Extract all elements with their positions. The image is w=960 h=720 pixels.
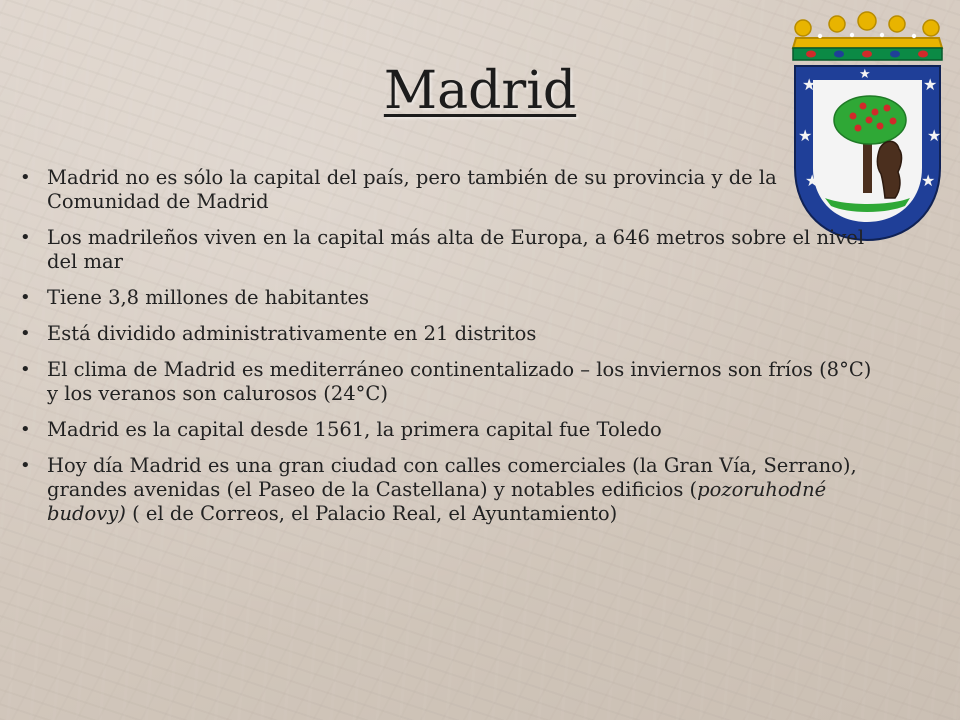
bullet-text: El clima de Madrid es mediterráneo continentalizado – los inviernos son fríos (8°C) y los veranos son calurosos (24°C) xyxy=(47,358,872,405)
svg-text:★: ★ xyxy=(921,171,936,190)
bullet-symbol: • xyxy=(20,287,31,308)
bullet-symbol: • xyxy=(20,455,31,476)
slide-title: Madrid xyxy=(383,61,577,121)
bullet-symbol: • xyxy=(20,167,31,188)
bullet-text: Los madrileños viven en la capital más alta de Europa, a 646 metros sobre el nivel del mar xyxy=(47,226,865,273)
svg-text:★: ★ xyxy=(923,75,938,94)
bullet-list xyxy=(20,166,900,538)
bullet-text-before: Hoy día Madrid es una gran ciudad con calles comerciales (la Gran Vía, Serrano), grandes avenidas (el Paseo de la Castellana) y notables edificios ( xyxy=(47,454,857,501)
bullet-item xyxy=(20,358,877,406)
bullet-item xyxy=(20,286,877,310)
bullet-item xyxy=(20,454,877,526)
svg-text:★: ★ xyxy=(927,126,942,145)
bullet-text: Está dividido administrativamente en 21 distritos xyxy=(47,322,537,345)
bullet-text-italic: pozoruhodné budovy) xyxy=(47,478,827,525)
bullet-text: Madrid es la capital desde 1561, la primera capital fue Toledo xyxy=(47,418,662,441)
crown-icon xyxy=(793,12,942,60)
bullet-item xyxy=(20,418,877,442)
bullet-symbol: • xyxy=(20,323,31,344)
bullet-symbol: • xyxy=(20,227,31,248)
svg-text:★: ★ xyxy=(805,171,820,190)
svg-text:★: ★ xyxy=(798,126,813,145)
bullet-item xyxy=(20,322,877,346)
bullet-text: Tiene 3,8 millones de habitantes xyxy=(47,286,370,309)
bullet-item xyxy=(20,166,777,214)
svg-text:★: ★ xyxy=(859,67,871,82)
bullet-text: Madrid no es sólo la capital del país, pero también de su provincia y de la Comunidad de Madrid xyxy=(47,166,777,213)
bullet-symbol: • xyxy=(20,359,31,380)
bullet-text-after: ( el de Correos, el Palacio Real, el Ayuntamiento) xyxy=(125,502,618,525)
bullet-symbol: • xyxy=(20,419,31,440)
bullet-item xyxy=(20,226,877,274)
svg-text:★: ★ xyxy=(802,75,817,94)
